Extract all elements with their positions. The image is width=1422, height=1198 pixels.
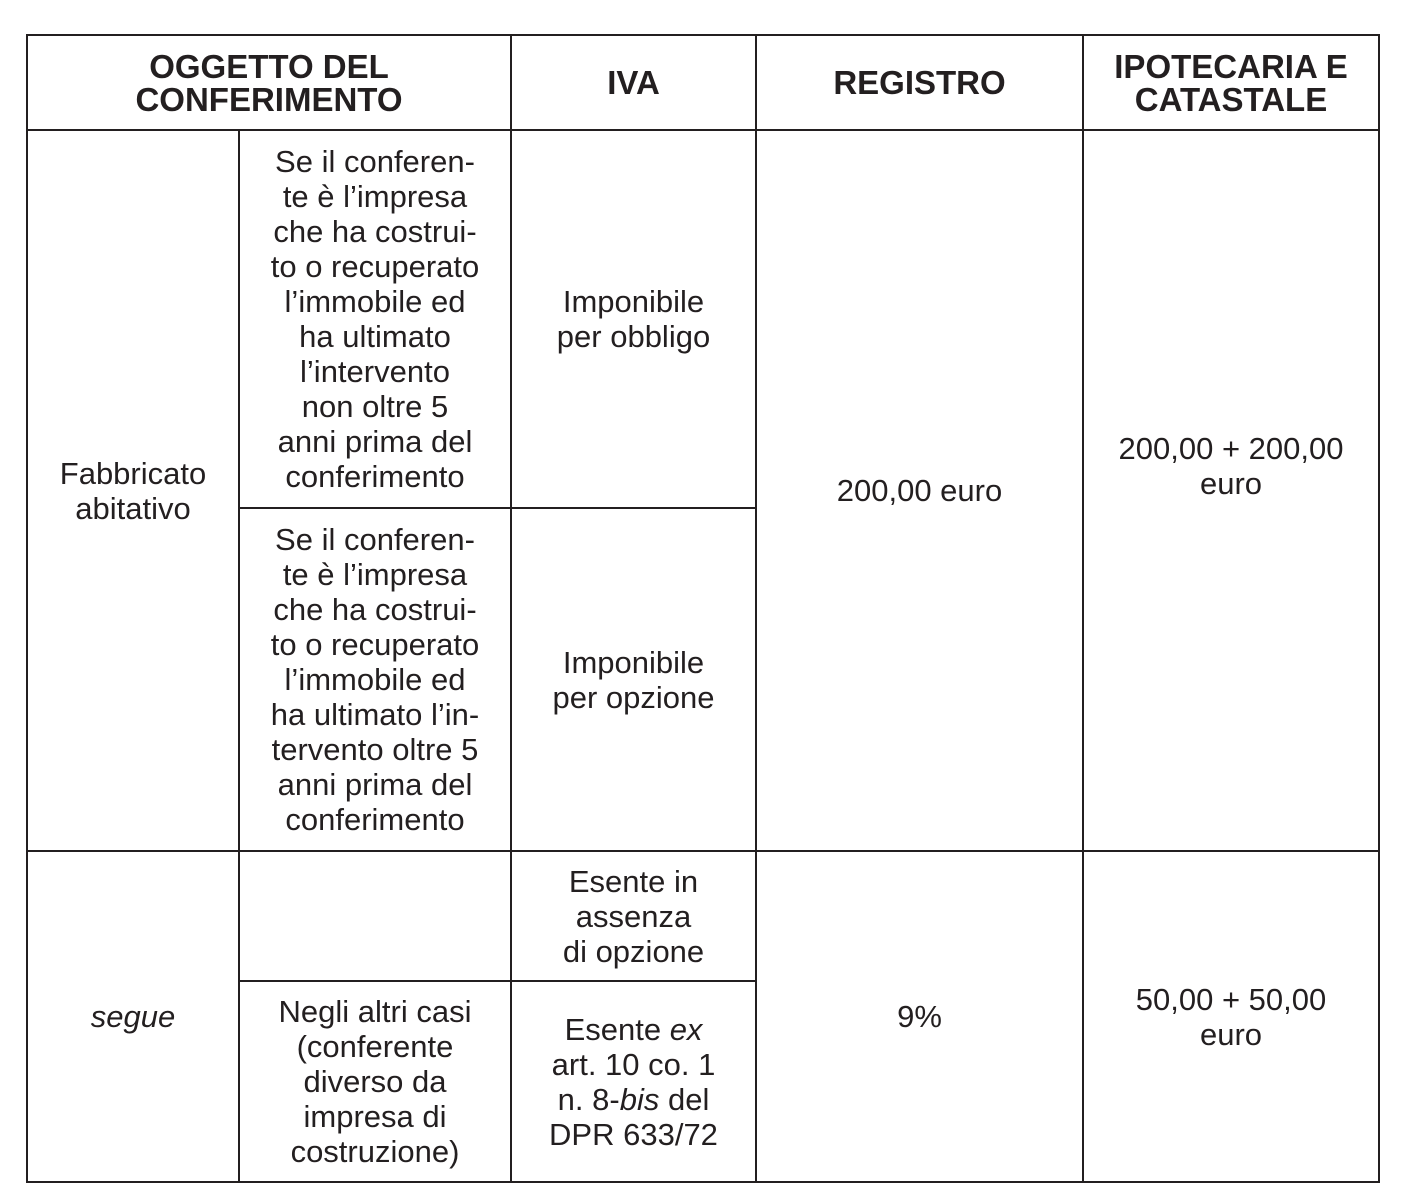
section2-label: segue xyxy=(27,851,239,1182)
section1-ipotecaria-catastale: 200,00 + 200,00 euro xyxy=(1083,130,1379,851)
section1-case1: Se il conferen- te è l’impresa che ha costrui- to o recuperato l’immobile ed ha ultimato l’intervento non oltre 5 anni prima del conferimento xyxy=(239,130,511,508)
section1-iva2: Imponibile per opzione xyxy=(511,508,756,851)
header-iva: IVA xyxy=(511,35,756,130)
header-row xyxy=(27,35,1379,130)
section1-case2: Se il conferen- te è l’impresa che ha costrui- to o recuperato l’immobile ed ha ultimato l’in- tervento oltre 5 anni prima del conferimento xyxy=(239,508,511,851)
section2-case1 xyxy=(239,851,511,981)
section2-iva2-ex: ex xyxy=(669,1011,703,1047)
header-registro: REGISTRO xyxy=(756,35,1083,130)
table-row xyxy=(27,130,1379,508)
section2-iva2 xyxy=(511,981,756,1182)
section1-iva1: Imponibile per obbligo xyxy=(511,130,756,508)
tax-table xyxy=(26,34,1380,1183)
section2-iva2-text: Esente xyxy=(564,1011,670,1047)
section1-registro: 200,00 euro xyxy=(756,130,1083,851)
section2-ipotecaria-catastale: 50,00 + 50,00 euro xyxy=(1083,851,1379,1182)
header-oggetto: OGGETTO DEL CONFERIMENTO xyxy=(27,35,511,130)
section2-iva2-text: del DPR 633/72 xyxy=(549,1081,718,1152)
section2-case2: Negli altri casi (conferente diverso da impresa di costruzione) xyxy=(239,981,511,1182)
table-row xyxy=(27,851,1379,981)
section1-label: Fabbricato abitativo xyxy=(27,130,239,851)
header-ipotecaria-catastale: IPOTECARIA E CATASTALE xyxy=(1083,35,1379,130)
section2-registro: 9% xyxy=(756,851,1083,1182)
section2-iva2-text: art. 10 co. 1 n. 8- xyxy=(551,1046,716,1117)
section2-iva1: Esente in assenza di opzione xyxy=(511,851,756,981)
section2-iva2-bis: bis xyxy=(619,1081,660,1117)
